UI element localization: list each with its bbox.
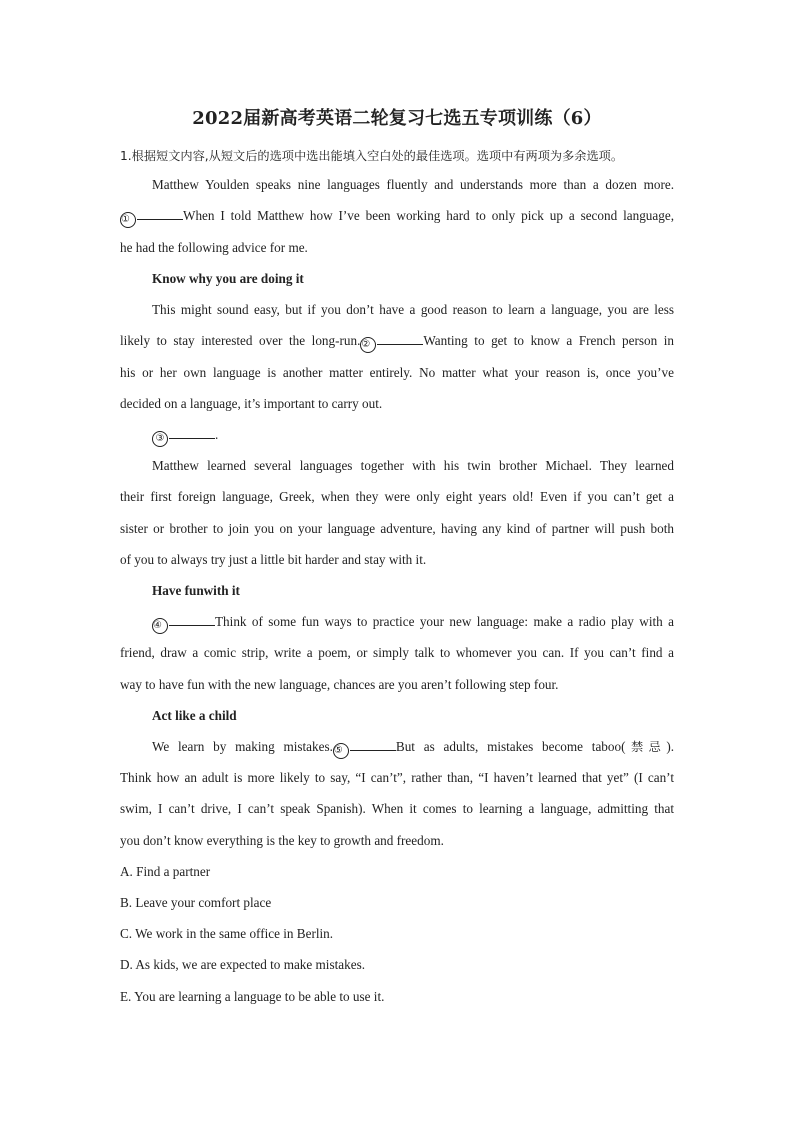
option-b: B. Leave your comfort place xyxy=(120,895,272,910)
p2-line-1: This might sound easy, but if you don’t have a good reason to learn a language, you are less xyxy=(152,302,674,317)
p4-line-4: of you to always try just a little bit harder and stay with it. xyxy=(120,552,427,567)
p2-line-2b: Wanting to get to know a French person in xyxy=(423,333,674,348)
p6-line-4: you don’t know everything is the key to growth and freedom. xyxy=(120,833,444,848)
blank-number-1: ① xyxy=(120,212,136,228)
blank-3-line xyxy=(152,425,674,447)
p6-line-1a: We learn by making mistakes. xyxy=(152,739,333,754)
blank-number-3: ③ xyxy=(152,431,168,447)
p5-line-3: way to have fun with the new language, chances are you aren’t following step four. xyxy=(120,677,559,692)
option-a: A. Find a partner xyxy=(120,864,211,879)
p5-line-2: friend, draw a comic strip, write a poem, or simply talk to whomever you can. If you can’t find a xyxy=(120,645,674,660)
p6-line-2: Think how an adult is more likely to say, “I can’t”, rather than, “I haven’t learned that yet” (I can’t xyxy=(120,770,674,785)
heading-have-fun: Have funwith it xyxy=(152,583,240,598)
blank-number-5: ⑤ xyxy=(333,743,349,759)
heading-know-why: Know why you are doing it xyxy=(152,271,304,286)
blank-2[interactable] xyxy=(377,333,423,345)
page-title: 2022届新高考英语二轮复习七选五专项训练（6） xyxy=(192,108,602,129)
p6-line-1-cjk: 禁忌 xyxy=(625,740,667,754)
option-e: E. You are learning a language to be able to use it. xyxy=(120,989,385,1004)
option-c: C. We work in the same office in Berlin. xyxy=(120,926,334,941)
p1-line-2-text: When I told Matthew how I’ve been working hard to only pick up a second language, xyxy=(183,208,674,223)
blank-3[interactable] xyxy=(169,427,215,439)
p1-line-2 xyxy=(120,206,674,228)
instruction: 1.根据短文内容,从短文后的选项中选出能填入空白处的最佳选项。选项中有两项为多余选项。 xyxy=(120,149,624,163)
p2-line-4: decided on a language, it’s important to carry out. xyxy=(120,396,383,411)
p4-line-3: sister or brother to join you on your language adventure, having any kind of partner will push both xyxy=(120,521,674,536)
p6-line-1 xyxy=(152,737,674,759)
heading-act-like-child: Act like a child xyxy=(152,708,237,723)
blank-number-2: ② xyxy=(360,337,376,353)
p2-line-2 xyxy=(120,331,674,353)
p4-line-2: their first foreign language, Greek, when they were only eight years old! Even if you can’t get a xyxy=(120,489,674,504)
blank-5[interactable] xyxy=(350,739,396,751)
blank-1[interactable] xyxy=(137,208,183,220)
blank-number-4: ④ xyxy=(152,618,168,634)
p2-line-2a: likely to stay interested over the long-run. xyxy=(120,333,361,348)
option-d: D. As kids, we are expected to make mistakes. xyxy=(120,957,365,972)
p1-line-1: Matthew Youlden speaks nine languages fluently and understands more than a dozen more. xyxy=(152,177,674,192)
p6-line-3: swim, I can’t drive, I can’t speak Spanish). When it comes to learning a language, admitting that xyxy=(120,801,674,816)
blank-4[interactable] xyxy=(169,614,215,626)
p5-line-1-text: Think of some fun ways to practice your new language: make a radio play with a xyxy=(215,614,674,629)
p6-line-1c: ). xyxy=(666,739,675,754)
p6-line-1b: But as adults, mistakes become taboo( xyxy=(395,739,626,754)
p5-line-1 xyxy=(152,612,674,634)
p4-line-1: Matthew learned several languages together with his twin brother Michael. They learned xyxy=(152,458,674,473)
p2-line-3: his or her own language is another matter entirely. No matter what your reason is, once you’ve xyxy=(120,365,674,380)
blank-3-period: . xyxy=(215,427,219,442)
p1-line-3: he had the following advice for me. xyxy=(120,240,308,255)
